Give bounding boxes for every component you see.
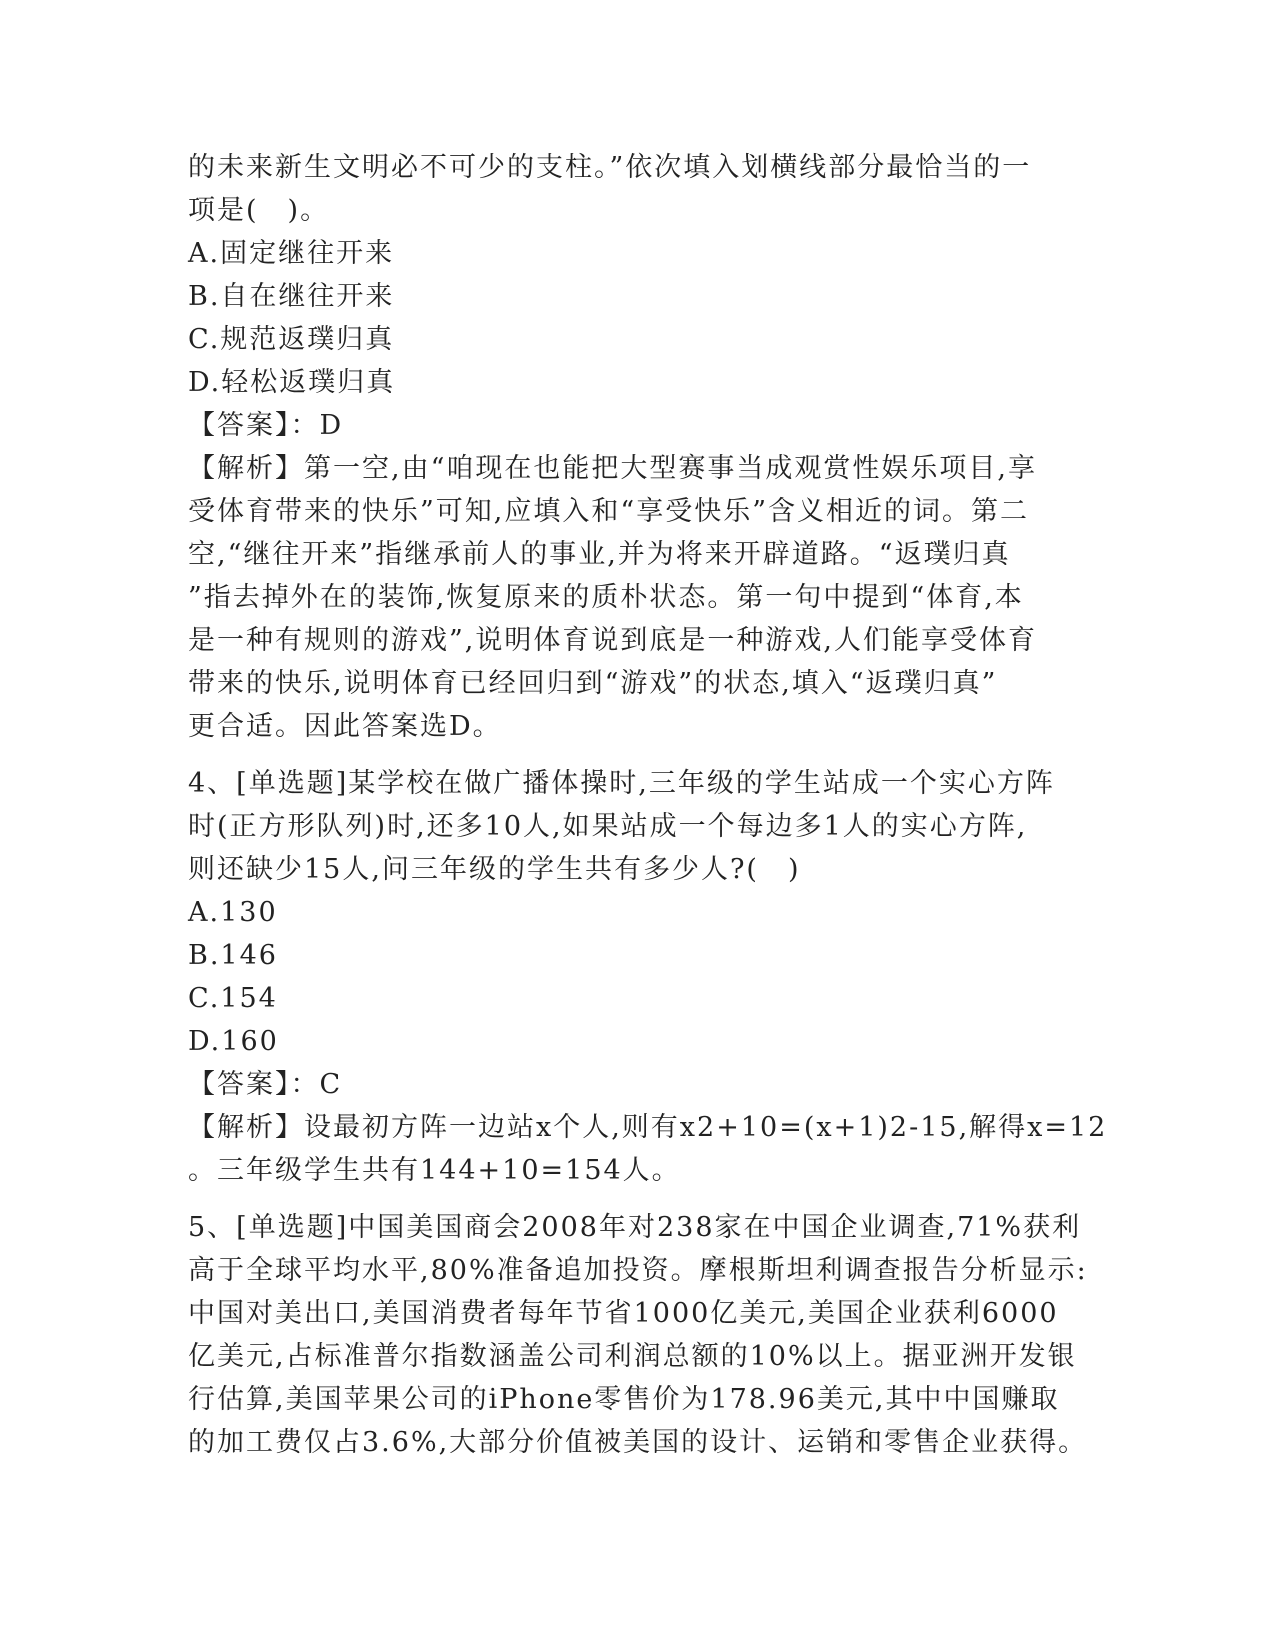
analysis-line: 【解析】第一空,由“咱现在也能把大型赛事当成观赏性娱乐项目,享 xyxy=(188,453,1037,484)
document-content xyxy=(188,146,1108,1464)
option-d: D.轻松返璞归真 xyxy=(188,367,396,398)
option-c: C.规范返璞归真 xyxy=(188,324,395,355)
analysis-line: 空,“继往开来”指继承前人的事业,并为将来开辟道路。“返璞归真 xyxy=(188,539,1011,570)
option-d: D.160 xyxy=(188,1026,279,1057)
answer-line: 【答案】：D xyxy=(188,410,344,441)
answer-line: 【答案】：C xyxy=(188,1069,343,1100)
option-a: A.固定继往开来 xyxy=(188,238,395,269)
analysis-line: 【解析】设最初方阵一边站x个人,则有x2+10=(x+1)2-15,解得x=12 xyxy=(188,1112,1108,1143)
question-stem-line: 行估算,美国苹果公司的iPhone零售价为178.96美元,其中中国赚取 xyxy=(188,1384,1060,1415)
question-stem-line: 亿美元,占标准普尔指数涵盖公司利润总额的10%以上。据亚洲开发银 xyxy=(188,1341,1077,1372)
question-3-tail xyxy=(188,146,1088,748)
section-gap xyxy=(188,748,1088,762)
question-stem-line: 则还缺少15人,问三年级的学生共有多少人?( ) xyxy=(188,854,801,885)
question-5 xyxy=(188,1206,1088,1464)
option-a: A.130 xyxy=(188,897,278,928)
analysis-line: 带来的快乐,说明体育已经回归到“游戏”的状态,填入“返璞归真” xyxy=(188,668,998,699)
question-stem-line: 中国对美出口,美国消费者每年节省1000亿美元,美国企业获利6000 xyxy=(188,1298,1059,1329)
question-stem-line: 项是( )。 xyxy=(188,195,330,226)
analysis-line: 是一种有规则的游戏”,说明体育说到底是一种游戏,人们能享受体育 xyxy=(188,625,1037,656)
question-stem-line: 时(正方形队列)时,还多10人,如果站成一个每边多1人的实心方阵, xyxy=(188,811,1028,842)
option-b: B.自在继往开来 xyxy=(188,281,395,312)
analysis-line: 。三年级学生共有144+10=154人。 xyxy=(188,1155,681,1186)
question-stem-line: 高于全球平均水平,80%准备追加投资。摩根斯坦利调查报告分析显示: xyxy=(188,1255,1088,1286)
analysis-line: 受体育带来的快乐”可知,应填入和“享受快乐”含义相近的词。第二 xyxy=(188,496,1029,527)
question-4 xyxy=(188,762,1108,1192)
analysis-line: 更合适。因此答案选D。 xyxy=(188,711,502,742)
section-gap xyxy=(188,1192,1088,1206)
question-stem-line: 的加工费仅占3.6%,大部分价值被美国的设计、运销和零售企业获得。 xyxy=(188,1427,1088,1458)
option-b: B.146 xyxy=(188,940,278,971)
question-stem-line: 5、[单选题]中国美国商会2008年对238家在中国企业调查,71%获利 xyxy=(188,1212,1082,1243)
option-c: C.154 xyxy=(188,983,278,1014)
analysis-line: ”指去掉外在的装饰,恢复原来的质朴状态。第一句中提到“体育,本 xyxy=(188,582,1024,613)
question-stem-line: 的未来新生文明必不可少的支柱。”依次填入划横线部分最恰当的一 xyxy=(188,152,1032,183)
question-stem-line: 4、[单选题]某学校在做广播体操时,三年级的学生站成一个实心方阵 xyxy=(188,768,1055,799)
